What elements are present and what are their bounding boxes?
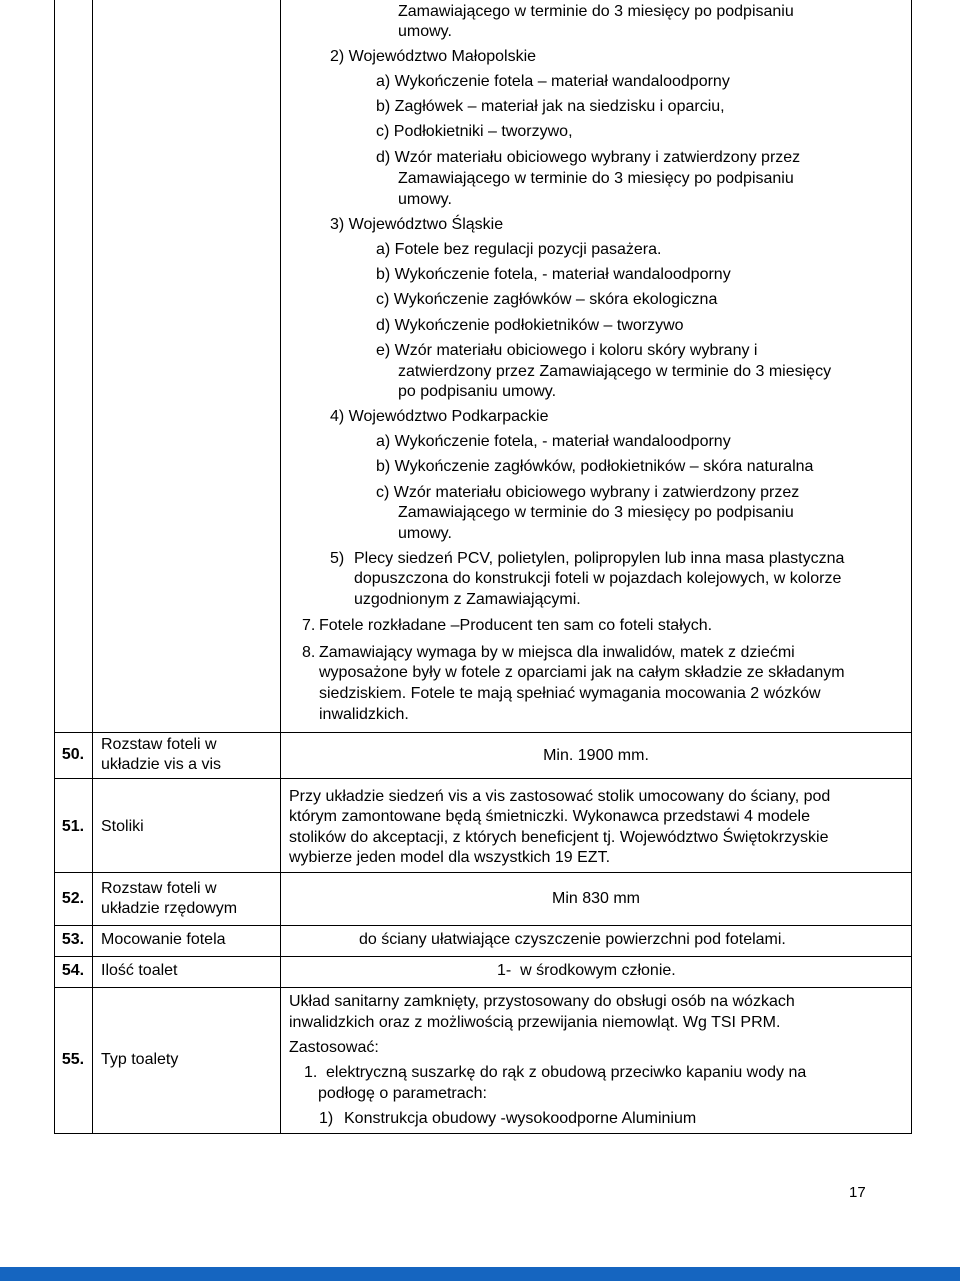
row-49-line: umowy. [398,191,452,208]
table-border-right [911,0,912,1133]
item-7-text: Fotele rozkładane –Producent ten sam co foteli stałych. [319,617,713,634]
row-label: Ilość toalet [101,962,178,979]
row-49-line: a) Wykończenie fotela, - materiał wandaloodporny [376,433,731,450]
row-49-line: Zamawiającego w terminie do 3 miesięcy po podpisaniu [398,3,794,20]
row-49-line: Zamawiającego w terminie do 3 miesięcy po podpisaniu [398,170,794,187]
item-5-line: Plecy siedzeń PCV, polietylen, polipropylen lub inna masa plastyczna [354,550,845,567]
row-49-line: b) Wykończenie fotela, - materiał wandaloodporny [376,266,731,283]
row-49-line: e) Wzór materiału obiciowego i koloru skóry wybrany i [376,342,758,359]
sublist-number: 1) [319,1110,334,1127]
item-8-line: Zamawiający wymaga by w miejsca dla inwalidów, matek z dziećmi [319,644,795,661]
item-5-line: uzgodnionym z Zamawiającymi. [354,591,581,608]
item-8-number: 8. [302,644,316,661]
table-border-col1 [92,0,93,1133]
row-label: Typ toalety [101,1051,179,1068]
item-8-line: siedziskiem. Fotele te mają spełniać wymagania mocowania 2 wózków [319,685,821,702]
row-divider [54,778,912,779]
row-divider [54,872,912,873]
row-text-line: którym zamontowane będą śmietniczki. Wykonawca przedstawi 4 modele [289,808,810,825]
page-number: 17 [849,1184,866,1201]
item-8-line: inwalidzkich. [319,706,409,723]
row-49-line: umowy. [398,525,452,542]
row-49-line: a) Wykończenie fotela – materiał wandaloodporny [376,73,730,90]
row-49-line: Zamawiającego w terminie do 3 miesięcy po podpisaniu [398,504,794,521]
row-49-line: b) Zagłówek – materiał jak na siedzisku i oparciu, [376,98,725,115]
row-number: 51. [61,818,85,835]
list-item-line: podłogę o parametrach: [318,1085,487,1102]
row-49-line: c) Podłokietniki – tworzywo, [376,123,573,140]
footer-color-bar [0,1267,960,1281]
row-49-line: d) Wzór materiału obiciowego wybrany i zatwierdzony przez [376,149,801,166]
row-value: 1- w środkowym członie. [497,962,676,979]
row-49-line: po podpisaniu umowy. [398,383,557,400]
row-divider [54,732,912,733]
list-number: 1. [304,1064,318,1081]
row-label: układzie vis a vis [101,756,222,773]
item-5-number: 5) [330,550,345,567]
row-49-line: b) Wykończenie zagłówków, podłokietników – skóra naturalna [376,458,814,475]
row-text-line: wybierze jeden model dla wszystkich 19 EZT. [289,849,611,866]
row-label: Mocowanie fotela [101,931,226,948]
apply-heading: Zastosować: [289,1039,379,1056]
row-divider [54,987,912,988]
row-number: 52. [61,890,85,907]
row-text-line: Przy układzie siedzeń vis a vis zastosować stolik umocowany do ściany, pod [289,788,831,805]
item-7-number: 7. [302,617,316,634]
row-label: Rozstaw foteli w [101,736,217,753]
row-text-line: stolików do akceptacji, z których beneficjent tj. Województwo Świętokrzyskie [289,829,829,846]
row-value: Min. 1900 mm. [543,747,649,764]
item-8-line: wyposażone były w fotele z oparciami jak na całym składzie ze składanym [319,664,845,681]
item-5-line: dopuszczona do konstrukcji foteli w pojazdach kolejowych, w kolorze [354,570,842,587]
row-value: Min 830 mm [551,890,641,907]
row-number: 50. [61,746,85,763]
row-divider [54,925,912,926]
row-49-line: a) Fotele bez regulacji pozycji pasażera. [376,241,662,258]
row-49-line: zatwierdzony przez Zamawiającego w terminie do 3 miesięcy [398,363,832,380]
row-number: 53. [61,931,85,948]
row-49-line: 3) Województwo Śląskie [330,216,504,233]
sublist-item: Konstrukcja obudowy -wysokoodporne Aluminium [344,1110,697,1127]
row-divider [54,956,912,957]
table-border-bottom [54,1133,912,1134]
row-49-line: c) Wzór materiału obiciowego wybrany i zatwierdzony przez [376,484,800,501]
row-text-line: Układ sanitarny zamknięty, przystosowany do obsługi osób na wózkach [289,993,795,1010]
row-label: układzie rzędowym [101,900,238,917]
row-49-line: umowy. [398,23,452,40]
row-label: Rozstaw foteli w [101,880,217,897]
row-value: do ściany ułatwiające czyszczenie powierzchni pod fotelami. [359,931,786,948]
row-text-line: inwalidzkich oraz z możliwością przewijania niemowląt. Wg TSI PRM. [289,1014,781,1031]
row-49-line: 4) Województwo Podkarpackie [330,408,549,425]
row-49-line: 2) Województwo Małopolskie [330,48,537,65]
row-49-line: c) Wykończenie zagłówków – skóra ekologiczna [376,291,718,308]
row-49-line: d) Wykończenie podłokietników – tworzywo [376,317,684,334]
row-label: Stoliki [101,818,144,835]
row-number: 55. [61,1051,85,1068]
list-item-line: elektryczną suszarkę do rąk z obudową przeciwko kapaniu wody na [326,1064,807,1081]
row-number: 54. [61,962,85,979]
